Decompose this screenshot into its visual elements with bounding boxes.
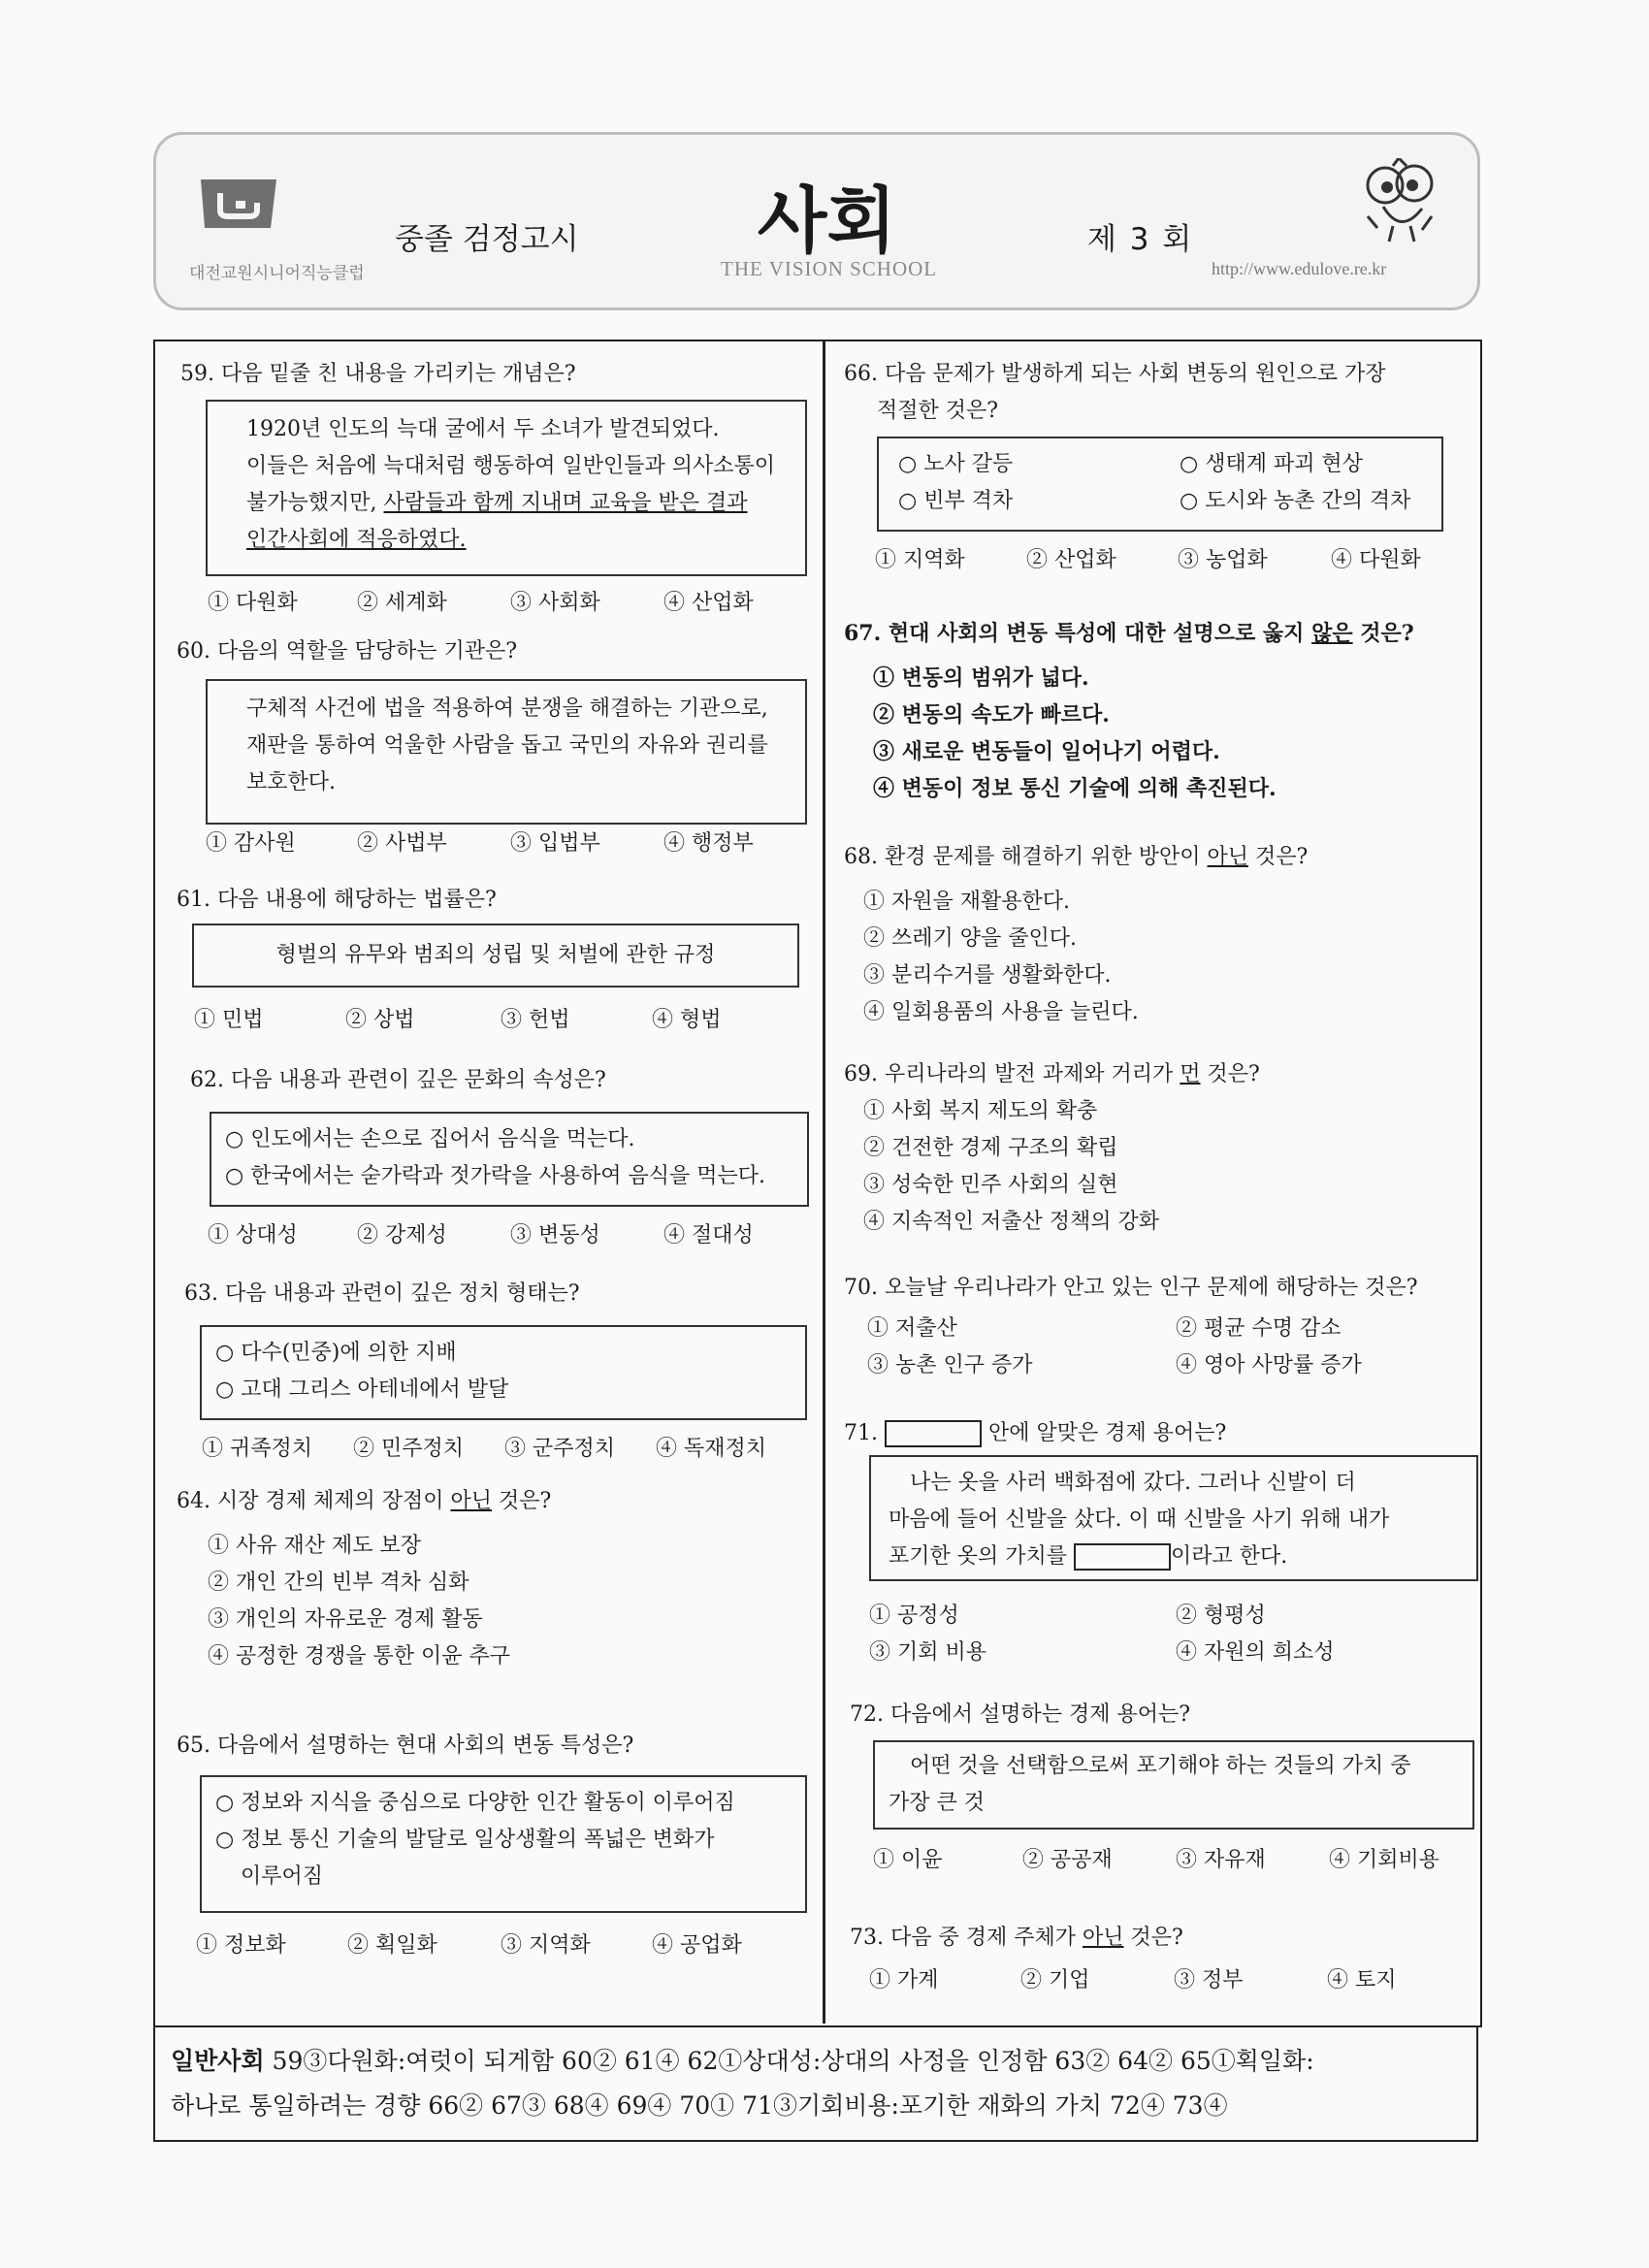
answer-key-label: 일반사회 (171, 2047, 265, 2075)
q68-option-3[interactable]: ③ 분리수거를 생활화한다. (863, 963, 1112, 988)
q66-option-3[interactable]: ③ 농업화 (1178, 548, 1268, 572)
q60-passage (206, 679, 807, 825)
q67-title-end: 것은? (1352, 621, 1414, 646)
exam-header (153, 132, 1480, 310)
q62-option-4[interactable]: ④ 절대성 (663, 1223, 754, 1247)
q59-passage-line3: 불가능했지만, (246, 491, 384, 515)
answer-key-line1: 59③다원화:여럿이 되게함 60② 61④ 62①상대성:상대의 사정을 인정함 63② 64② 65①획일화: (264, 2047, 1314, 2075)
q69-option-2[interactable]: ② 건전한 경제 구조의 확립 (863, 1136, 1118, 1160)
q72-option-3[interactable]: ③ 자유재 (1176, 1848, 1266, 1872)
q70-option-2[interactable]: ② 평균 수명 감소 (1176, 1316, 1342, 1341)
answer-key-line2: 하나로 통일하려는 경향 66② 67③ 68④ 69④ 70① 71③기회비용:포기한 재화의 가치 72④ 73④ (171, 2091, 1228, 2120)
q71-passage-line3: 포기한 옷의 가치를 (889, 1544, 1074, 1569)
q60-option-1[interactable]: ① 감사원 (206, 831, 296, 856)
q71-passage (869, 1455, 1478, 1581)
q66-title-line2: 적절한 것은? (877, 399, 999, 423)
logo-caption: 대전교원시니어직능클럽 (189, 264, 365, 283)
q59-passage-line1: 1920년 인도의 늑대 굴에서 두 소녀가 발견되었다. (246, 417, 720, 441)
q68-title-emphasis: 아닌 (1207, 845, 1248, 869)
q64-option-2[interactable]: ② 개인 간의 빈부 격차 심화 (208, 1571, 469, 1595)
q64-option-4[interactable]: ④ 공정한 경쟁을 통한 이윤 추구 (208, 1644, 510, 1669)
q71-passage-blank (1074, 1543, 1171, 1571)
q61-option-4[interactable]: ④ 형법 (652, 1008, 722, 1032)
q72-option-1[interactable]: ① 이윤 (873, 1848, 943, 1872)
q59-title: 59. 다음 밑줄 친 내용을 가리키는 개념은? (180, 362, 576, 386)
q67-option-2[interactable]: ② 변동의 속도가 빠르다. (873, 702, 1110, 728)
q66-title: 66. 다음 문제가 발생하게 되는 사회 변동의 원인으로 가장 (844, 362, 1386, 386)
q65-option-3[interactable]: ③ 지역화 (501, 1933, 591, 1958)
q71-passage-line3-end: 이라고 한다. (1171, 1544, 1288, 1569)
school-name: THE VISION SCHOOL (721, 257, 938, 280)
q68-option-2[interactable]: ② 쓰레기 양을 줄인다. (863, 926, 1077, 951)
q70-option-1[interactable]: ① 저출산 (867, 1316, 957, 1341)
q72-title: 72. 다음에서 설명하는 경제 용어는? (850, 1702, 1191, 1727)
school-logo-icon (195, 174, 282, 234)
q66-item-1: ○ 노사 갈등 (898, 452, 1014, 476)
mascot-icon (1354, 158, 1446, 245)
q63-option-2[interactable]: ② 민주정치 (353, 1437, 465, 1461)
q63-title: 63. 다음 내용과 관련이 깊은 정치 형태는? (184, 1281, 580, 1306)
q64-title (177, 1484, 551, 1514)
q63-passage-line1: ○ 다수(민중)에 의한 지배 (215, 1341, 457, 1365)
q60-title: 60. 다음의 역할을 담당하는 기관은? (177, 639, 518, 664)
q66-option-2[interactable]: ② 산업화 (1026, 548, 1116, 572)
q64-title-end: 것은? (492, 1489, 552, 1513)
q59-option-3[interactable]: ③ 사회화 (510, 591, 600, 615)
q66-item-3: ○ 빈부 격차 (898, 489, 1014, 513)
q60-passage-line1: 구체적 사건에 법을 적용하여 분쟁을 해결하는 기관으로, (246, 697, 768, 721)
q61-option-2[interactable]: ② 상법 (345, 1008, 415, 1032)
q62-option-1[interactable]: ① 상대성 (208, 1223, 298, 1247)
q71-number: 71. (844, 1421, 878, 1445)
q68-title-end: 것은? (1248, 845, 1309, 869)
q61-title: 61. 다음 내용에 해당하는 법률은? (177, 888, 497, 912)
q69-title-text: 69. 우리나라의 발전 과제와 거리가 (844, 1062, 1180, 1086)
q65-passage (200, 1775, 807, 1913)
q64-option-1[interactable]: ① 사유 재산 제도 보장 (208, 1534, 421, 1558)
answer-key (153, 2025, 1478, 2142)
q67-option-4[interactable]: ④ 변동이 정보 통신 기술에 의해 촉진된다. (873, 776, 1277, 801)
q62-passage-line1: ○ 인도에서는 손으로 집어서 음식을 먹는다. (225, 1127, 635, 1151)
q64-title-emphasis: 아닌 (450, 1489, 492, 1513)
q72-option-2[interactable]: ② 공공재 (1022, 1848, 1113, 1872)
q60-option-2[interactable]: ② 사법부 (357, 831, 447, 856)
q71-option-3[interactable]: ③ 기회 비용 (869, 1640, 986, 1665)
q67-option-1[interactable]: ① 변동의 범위가 넓다. (873, 665, 1089, 691)
q59-underlined-text: 사람들과 함께 지내며 교육을 받은 결과 (383, 491, 748, 515)
q68-title (844, 840, 1308, 870)
q60-option-3[interactable]: ③ 입법부 (510, 831, 600, 856)
q67-option-3[interactable]: ③ 새로운 변동들이 일어나기 어렵다. (873, 739, 1220, 764)
q63-passage (200, 1325, 807, 1420)
q68-title-text: 68. 환경 문제를 해결하기 위한 방안이 (844, 845, 1208, 869)
q59-option-1[interactable]: ① 다원화 (208, 591, 298, 615)
q66-item-2: ○ 생태계 파괴 현상 (1180, 452, 1363, 476)
q62-option-3[interactable]: ③ 변동성 (510, 1223, 600, 1247)
q72-passage-line2: 가장 큰 것 (889, 1791, 985, 1815)
q61-passage: 형벌의 유무와 범죄의 성립 및 처벌에 관한 규정 (192, 923, 799, 988)
q69-title (844, 1057, 1260, 1087)
q65-passage-line3: 이루어짐 (241, 1864, 324, 1889)
q73-option-4[interactable]: ④ 토지 (1327, 1968, 1397, 1993)
q63-option-4[interactable]: ④ 독재정치 (656, 1437, 767, 1461)
q73-option-3[interactable]: ③ 정부 (1174, 1968, 1244, 1993)
q71-passage-line2: 마음에 들어 신발을 샀다. 이 때 신발을 사기 위해 내가 (889, 1507, 1390, 1532)
q62-option-2[interactable]: ② 강제성 (357, 1223, 447, 1247)
website-url: http://www.edulove.re.kr (1212, 259, 1387, 278)
q73-option-1[interactable]: ① 가계 (869, 1968, 939, 1993)
q71-title-blank (885, 1420, 982, 1447)
q71-option-1[interactable]: ① 공정성 (869, 1604, 959, 1628)
q59-passage-line2: 이들은 처음에 늑대처럼 행동하여 일반인들과 의사소통이 (246, 454, 776, 478)
q62-passage (210, 1112, 809, 1207)
q59-option-4[interactable]: ④ 산업화 (663, 591, 754, 615)
subject-title: 사회 (758, 179, 896, 263)
q69-option-3[interactable]: ③ 성숙한 민주 사회의 실현 (863, 1173, 1118, 1197)
q71-option-2[interactable]: ② 형평성 (1176, 1604, 1266, 1628)
q67-title (844, 617, 1414, 647)
exam-name: 중졸 검정고시 (395, 222, 579, 257)
q60-passage-line2: 재판을 통하여 억울한 사람을 돕고 국민의 자유와 권리를 (246, 733, 768, 758)
q65-option-4[interactable]: ④ 공업화 (652, 1933, 742, 1958)
q70-option-4[interactable]: ④ 영아 사망률 증가 (1176, 1353, 1362, 1377)
q73-title-end: 것은? (1123, 1926, 1183, 1950)
q65-title: 65. 다음에서 설명하는 현대 사회의 변동 특성은? (177, 1733, 634, 1758)
q61-option-3[interactable]: ③ 헌법 (501, 1008, 570, 1032)
q63-option-1[interactable]: ① 귀족정치 (202, 1437, 313, 1461)
q71-title (844, 1416, 1226, 1447)
q71-passage-line1: 나는 옷을 사러 백화점에 갔다. 그러나 신발이 더 (910, 1471, 1356, 1495)
q61-option-1[interactable]: ① 민법 (194, 1008, 264, 1032)
q68-option-1[interactable]: ① 자원을 재활용한다. (863, 890, 1070, 914)
q69-option-1[interactable]: ① 사회 복지 제도의 확충 (863, 1099, 1098, 1123)
q73-title-text: 73. 다음 중 경제 주체가 (850, 1926, 1083, 1950)
q60-passage-line3: 보호한다. (246, 770, 337, 794)
q73-title (850, 1921, 1183, 1951)
q63-option-3[interactable]: ③ 군주정치 (504, 1437, 616, 1461)
q65-option-1[interactable]: ① 정보화 (196, 1933, 286, 1958)
q62-passage-line2: ○ 한국에서는 숟가락과 젓가락을 사용하여 음식을 먹는다. (225, 1164, 765, 1188)
q66-option-1[interactable]: ① 지역화 (875, 548, 965, 572)
q65-option-2[interactable]: ② 획일화 (347, 1933, 437, 1958)
q71-title-text: 안에 알맞은 경제 용어는? (988, 1421, 1227, 1445)
q67-title-text: 67. 현대 사회의 변동 특성에 대한 설명으로 옳지 (844, 621, 1312, 646)
q73-option-2[interactable]: ② 기업 (1020, 1968, 1090, 1993)
q62-title: 62. 다음 내용과 관련이 깊은 문화의 속성은? (190, 1068, 606, 1092)
q72-passage-line1: 어떤 것을 선택함으로써 포기해야 하는 것들의 가치 중 (910, 1754, 1411, 1778)
q66-passage (877, 437, 1443, 532)
q70-title: 70. 오늘날 우리나라가 안고 있는 인구 문제에 해당하는 것은? (844, 1276, 1418, 1300)
q60-option-4[interactable]: ④ 행정부 (663, 831, 754, 856)
q71-option-4[interactable]: ④ 자원의 희소성 (1176, 1640, 1335, 1665)
q59-underlined-text-2: 인간사회에 적응하였다. (246, 528, 467, 552)
q63-passage-line2: ○ 고대 그리스 아테네에서 발달 (215, 1377, 509, 1402)
round-number: 제 3 회 (1087, 222, 1194, 257)
q65-passage-line2: ○ 정보 통신 기술의 발달로 일상생활의 폭넓은 변화가 (215, 1828, 715, 1852)
q68-option-4[interactable]: ④ 일회용품의 사용을 늘린다. (863, 1000, 1139, 1024)
q69-title-end: 것은? (1200, 1062, 1260, 1086)
q73-title-emphasis: 아닌 (1082, 1926, 1124, 1950)
column-divider (823, 340, 825, 2024)
q70-option-3[interactable]: ③ 농촌 인구 증가 (867, 1353, 1033, 1377)
q59-option-2[interactable]: ② 세계화 (357, 591, 447, 615)
q72-passage (873, 1740, 1474, 1830)
q65-passage-line1: ○ 정보와 지식을 중심으로 다양한 인간 활동이 이루어짐 (215, 1791, 735, 1815)
q59-passage (206, 400, 807, 576)
q66-option-4[interactable]: ④ 다원화 (1331, 548, 1421, 572)
q72-option-4[interactable]: ④ 기회비용 (1329, 1848, 1440, 1872)
q64-option-3[interactable]: ③ 개인의 자유로운 경제 활동 (208, 1607, 483, 1632)
q69-title-emphasis: 먼 (1180, 1062, 1201, 1086)
q66-item-4: ○ 도시와 농촌 간의 격차 (1180, 489, 1411, 513)
q64-title-text: 64. 시장 경제 체제의 장점이 (177, 1489, 451, 1513)
q67-title-emphasis: 않은 (1311, 621, 1353, 646)
q69-option-4[interactable]: ④ 지속적인 저출산 정책의 강화 (863, 1210, 1159, 1234)
